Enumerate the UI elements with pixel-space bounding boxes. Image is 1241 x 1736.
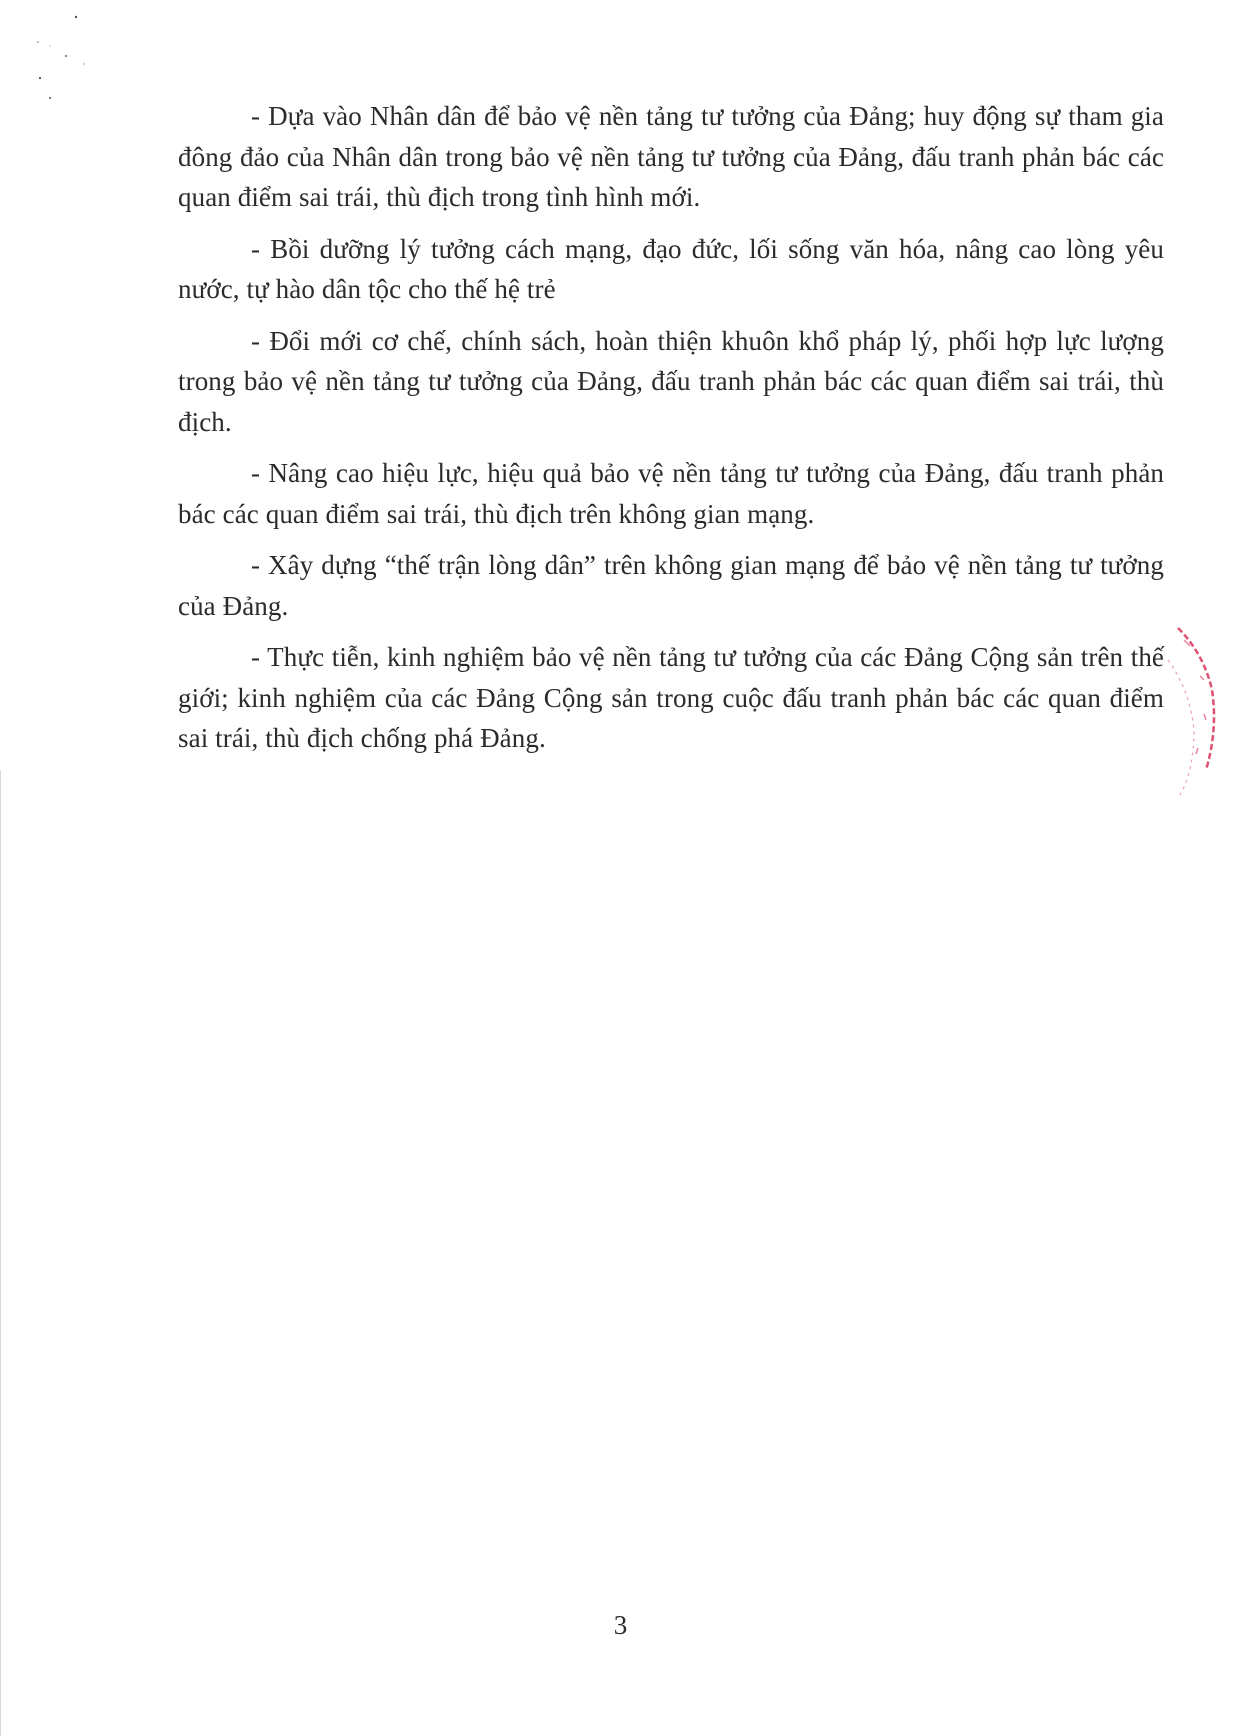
paragraph: - Nâng cao hiệu lực, hiệu quả bảo vệ nền tảng tư tưởng của Đảng, đấu tranh phản bác các quan điểm sai trái, thù địch trên không gian mạng. bbox=[178, 458, 1164, 529]
paragraph: - Bồi dưỡng lý tưởng cách mạng, đạo đức, lối sống văn hóa, nâng cao lòng yêu nước, tự hào dân tộc cho thế hệ trẻ bbox=[178, 233, 1164, 304]
paragraph: - Đổi mới cơ chế, chính sách, hoàn thiện khuôn khổ pháp lý, phối hợp lực lượng trong bảo vệ nền tảng tư tưởng của Đảng, đấu tranh phản bác các quan điểm sai trái, thù địch. bbox=[178, 325, 1164, 437]
scan-specks bbox=[30, 10, 100, 110]
paragraph: - Thực tiễn, kinh nghiệm bảo vệ nền tảng tư tưởng của các Đảng Cộng sản trên thế giới; kinh nghiệm của các Đảng Cộng sản trong cuộc đấu tranh phản bác các quan điểm sai trái, thù địch chống phá Đảng. bbox=[178, 642, 1164, 753]
scan-edge-line bbox=[0, 770, 1, 1736]
page-number: 3 bbox=[613, 1610, 628, 1640]
paragraph: - Xây dựng “thế trận lòng dân” trên không gian mạng để bảo vệ nền tảng tư tưởng của Đảng. bbox=[178, 550, 1164, 621]
document-body bbox=[178, 96, 1164, 770]
stamp-fragment bbox=[1160, 620, 1230, 800]
paragraph: - Dựa vào Nhân dân để bảo vệ nền tảng tư tưởng của Đảng; huy động sự tham gia đông đảo của Nhân dân trong bảo vệ nền tảng tư tưởng của Đảng, đấu tranh phản bác các quan điểm sai trái, thù địch trong tình hình mới. bbox=[178, 101, 1164, 212]
